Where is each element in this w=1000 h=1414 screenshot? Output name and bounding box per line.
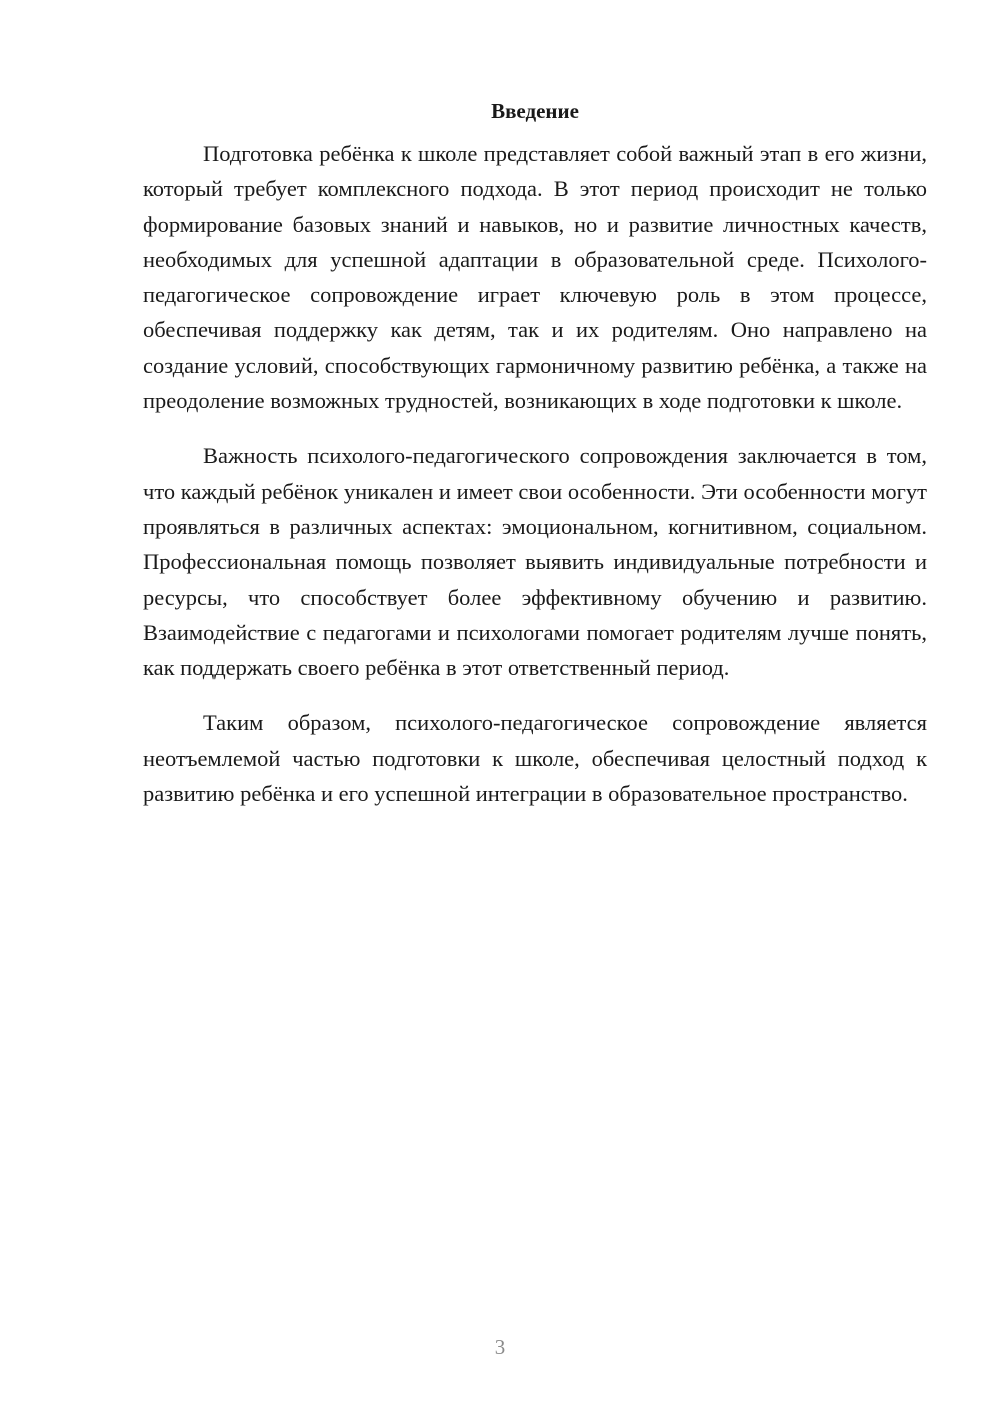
page-content bbox=[143, 96, 927, 831]
paragraph-3: Таким образом, психолого-педагогическое сопровождение является неотъемлемой частью подготовки к школе, обеспечивая целостный подход к развитию ребёнка и его успешной интеграции в образовательное пространство. bbox=[143, 710, 927, 807]
section-heading: Введение bbox=[491, 99, 579, 123]
paragraph-1: Подготовка ребёнка к школе представляет собой важный этап в его жизни, который требует комплексного подхода. В этот период происходит не только формирование базовых знаний и навыков, но и развитие личностных качеств, необходимых для успешной адаптации в образовательной среде. Психолого-педагогическое сопровождение играет ключевую роль в этом процессе, обеспечивая поддержку как детям, так и их родителям. Оно направлено на создание условий, способствующих гармоничному развитию ребёнка, а также на преодоление возможных трудностей, возникающих в ходе подготовки к школе. bbox=[143, 141, 927, 414]
paragraph-2: Важность психолого-педагогического сопровождения заключается в том, что каждый ребёнок уникален и имеет свои особенности. Эти особенности могут проявляться в различных аспектах: эмоциональном, когнитивном, социальном. Профессиональная помощь позволяет выявить индивидуальные потребности и ресурсы, что способствует более эффективному обучению и развитию. Взаимодействие с педагогами и психологами помогает родителям лучше понять, как поддержать своего ребёнка в этот ответственный период. bbox=[143, 443, 927, 681]
page-number: 3 bbox=[494, 1335, 506, 1359]
